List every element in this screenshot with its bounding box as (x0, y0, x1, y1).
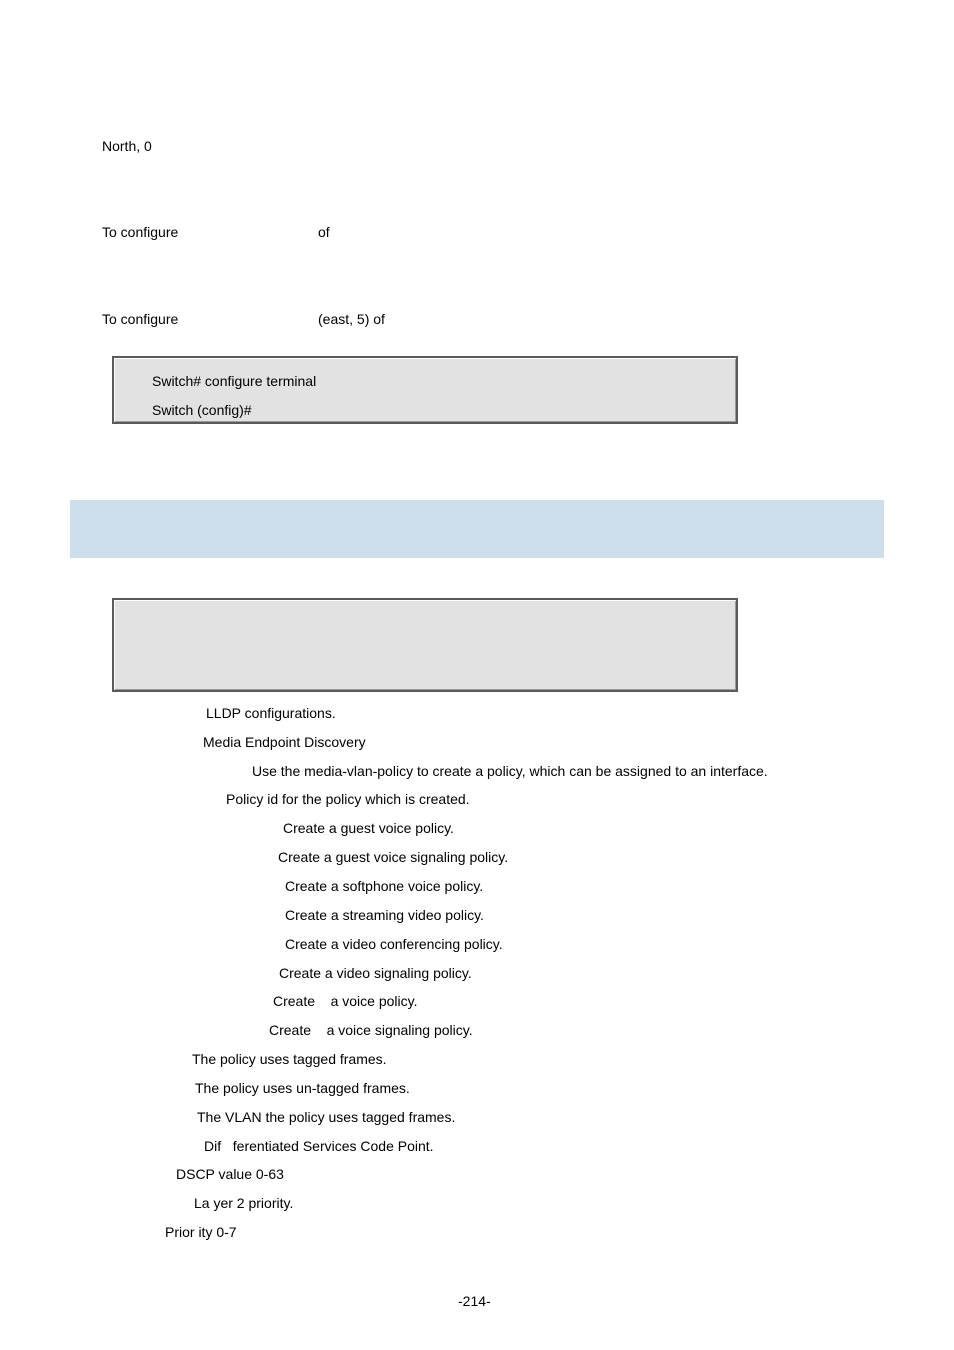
section-1-prefix: To configure (102, 224, 179, 240)
param-desc-video-signaling: Create a video signaling policy. (279, 965, 472, 981)
param-desc-untagged: The policy uses un-tagged frames. (195, 1080, 410, 1096)
param-desc-med: Media Endpoint Discovery (203, 734, 366, 750)
syntax-command-box (112, 598, 738, 692)
section-2-prefix: To configure (102, 311, 179, 327)
param-desc-l2-priority: La yer 2 priority. (194, 1195, 294, 1211)
example-command-box (112, 356, 738, 424)
param-desc-dscp-value: DSCP value 0-63 (176, 1166, 284, 1182)
param-desc-voice: Create a voice policy. (273, 993, 418, 1009)
param-desc-streaming-video: Create a streaming video policy. (285, 907, 484, 923)
section-heading-banner (70, 500, 884, 558)
param-desc-lldp: LLDP configurations. (206, 705, 336, 721)
param-desc-vlan: The VLAN the policy uses tagged frames. (197, 1109, 456, 1125)
param-desc-dscp: Dif ferentiated Services Code Point. (204, 1138, 434, 1154)
param-desc-tagged: The policy uses tagged frames. (192, 1051, 387, 1067)
page-number: -214- (458, 1293, 491, 1309)
param-desc-voice-signaling: Create a voice signaling policy. (269, 1022, 473, 1038)
body-text-north: North, 0 (102, 138, 152, 154)
param-desc-guest-voice-signaling: Create a guest voice signaling policy. (278, 849, 509, 865)
param-desc-priority-range: Prior ity 0-7 (165, 1224, 237, 1240)
param-desc-video-conferencing: Create a video conferencing policy. (285, 936, 503, 952)
param-desc-guest-voice: Create a guest voice policy. (283, 820, 454, 836)
section-1-suffix: of (318, 224, 330, 240)
section-2-suffix: (east, 5) of (318, 311, 385, 327)
param-desc-softphone-voice: Create a softphone voice policy. (285, 878, 484, 894)
example-line-2: Switch (config)# (152, 402, 252, 418)
param-desc-media-vlan-policy: Use the media-vlan-policy to create a policy, which can be assigned to an interface. (252, 763, 768, 779)
param-desc-policy-id: Policy id for the policy which is created. (226, 791, 470, 807)
example-line-1: Switch# configure terminal (152, 373, 317, 389)
